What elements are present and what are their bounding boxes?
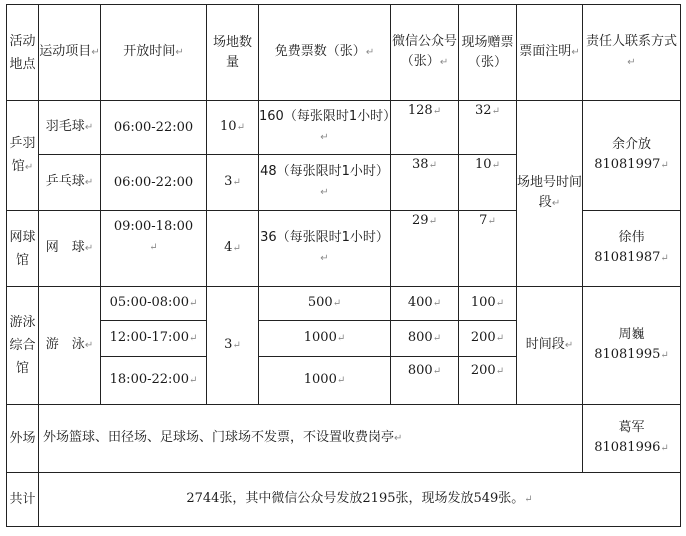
header-hours: 开放时间 ↵ (101, 5, 207, 101)
project-tennis: 网 球 ↵ (39, 211, 101, 287)
header-courts: 场地数量 (207, 5, 259, 101)
free-swim-1: 500 ↵ (259, 287, 391, 321)
wechat-badminton: 128 ↵ (391, 101, 459, 155)
header-project: 运动项目 ↵ (39, 5, 101, 101)
wechat-swim-1: 400 ↵ (391, 287, 459, 321)
wechat-pingpong: 38 ↵ (391, 155, 459, 211)
header-wechat: 微信公众号（张） ↵ (391, 5, 459, 101)
onsite-swim-2: 200 ↵ (459, 321, 517, 357)
total-summary: 2744张，其中微信公众号发放2195张，现场发放549张。 ↵ (39, 473, 681, 527)
free-badminton: 160（每张限时1小时） ↵ (259, 101, 391, 155)
project-badminton: 羽毛球 ↵ (39, 101, 101, 155)
hours-swim-1: 05:00-08:00 ↵ (101, 287, 207, 321)
wechat-tennis: 29 ↵ (391, 211, 459, 287)
onsite-swim-3: 200 ↵ (459, 357, 517, 405)
contact-name: 徐伟 (618, 230, 645, 245)
hours-swim-2: 12:00-17:00 ↵ (101, 321, 207, 357)
hours-swim-3: 18:00-22:00 ↵ (101, 357, 207, 405)
header-onsite: 现场赠票（张） (459, 5, 517, 101)
contact-xu (583, 211, 681, 287)
hours-tennis: 09:00-18:00 ↵ (101, 211, 207, 287)
contact-name: 余介放 (611, 137, 651, 152)
onsite-badminton: 32 ↵ (459, 101, 517, 155)
free-pingpong: 48（每张限时1小时） ↵ (259, 155, 391, 211)
project-pingpong: 乒乓球 ↵ (39, 155, 101, 211)
note-time-only: 时间段 ↵ (517, 287, 583, 405)
total-label: 共计 (7, 473, 39, 527)
note-court-time: 场地号时间段 ↵ (517, 101, 583, 287)
venue-outdoor: 外场 (7, 405, 39, 473)
onsite-swim-1: 100 ↵ (459, 287, 517, 321)
contact-phone: 81081997 ↵ (583, 155, 680, 176)
header-contact: 责任人联系方式 ↵ (583, 5, 681, 101)
venue-swim: 游泳综合馆 (7, 287, 39, 405)
venue-pingyu: 乒羽馆 ↵ (7, 101, 39, 211)
free-swim-2: 1000 ↵ (259, 321, 391, 357)
courts-swim: 3 ↵ (207, 287, 259, 405)
contact-yu (583, 101, 681, 211)
contact-name: 周巍 (618, 327, 645, 342)
header-location: 活动地点 (7, 5, 39, 101)
wechat-swim-3: 800 ↵ (391, 357, 459, 405)
courts-badminton: 10 ↵ (207, 101, 259, 155)
hours-pingpong: 06:00-22:00 (101, 155, 207, 211)
header-free-tickets: 免费票数（张） ↵ (259, 5, 391, 101)
ticket-table (6, 4, 681, 527)
contact-phone: 81081996 ↵ (583, 438, 680, 459)
free-tennis: 36（每张限时1小时） ↵ (259, 211, 391, 287)
hours-badminton: 06:00-22:00 (101, 101, 207, 155)
project-swim: 游 泳 ↵ (39, 287, 101, 405)
contact-name: 葛军 (618, 420, 645, 435)
contact-zhou (583, 287, 681, 405)
contact-phone: 81081995 ↵ (583, 345, 680, 366)
contact-ge (583, 405, 681, 473)
onsite-tennis: 7 ↵ (459, 211, 517, 287)
onsite-pingpong: 10 ↵ (459, 155, 517, 211)
wechat-swim-2: 800 ↵ (391, 321, 459, 357)
outdoor-note: 外场篮球、田径场、足球场、门球场不发票，不设置收费岗亭 ↵ (39, 405, 583, 473)
contact-phone: 81081987 ↵ (583, 248, 680, 269)
courts-pingpong: 3 ↵ (207, 155, 259, 211)
courts-tennis: 4 ↵ (207, 211, 259, 287)
header-ticket-note: 票面注明 ↵ (517, 5, 583, 101)
free-swim-3: 1000 ↵ (259, 357, 391, 405)
venue-tennis: 网球馆 (7, 211, 39, 287)
